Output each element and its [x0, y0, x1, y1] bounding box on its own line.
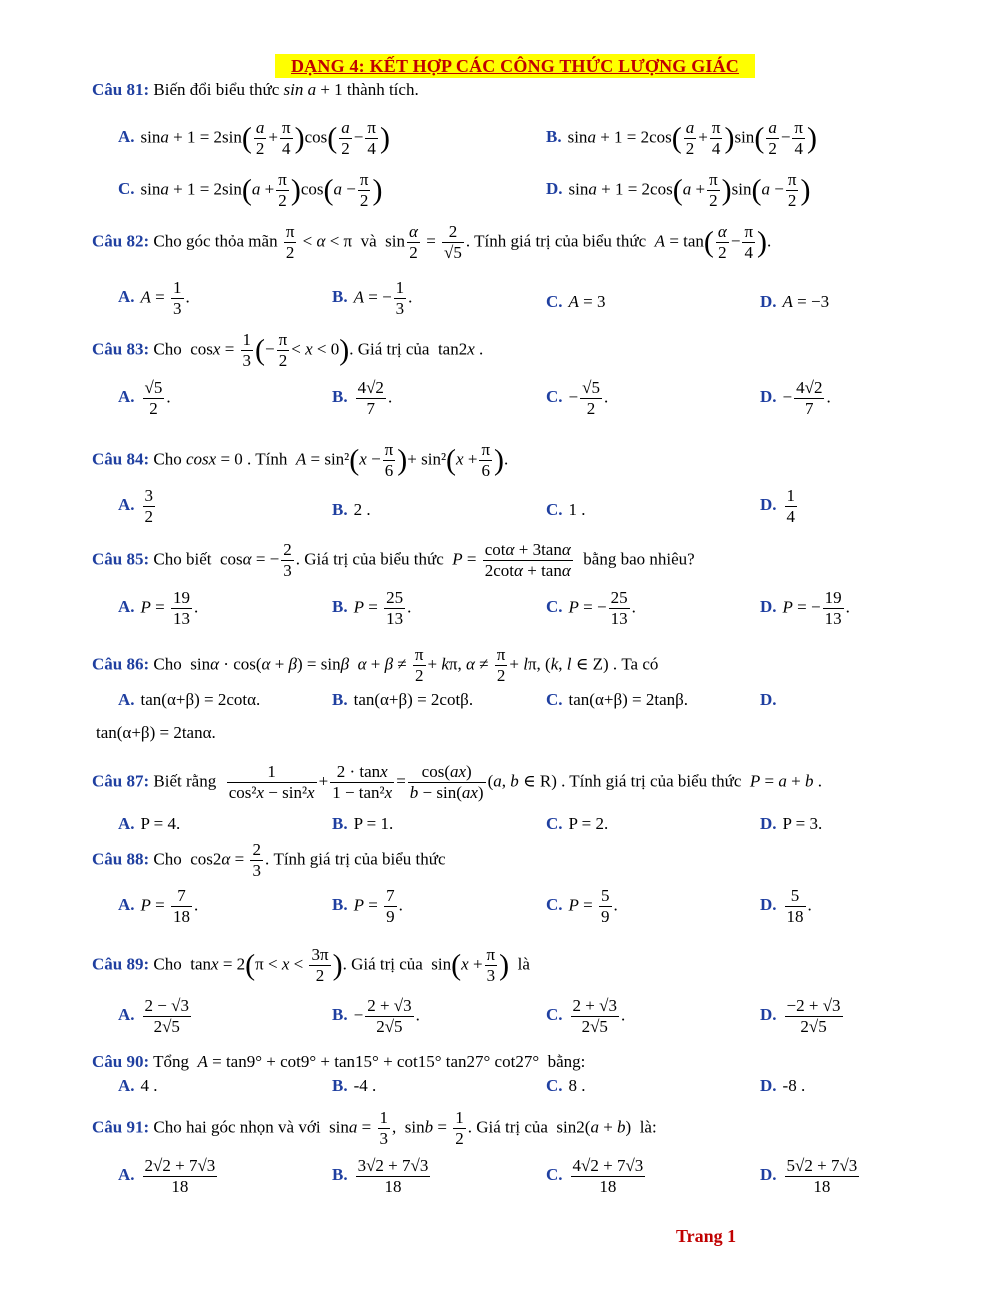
option-91-c[interactable]: C. $\frac{4√2 + 7√3}{18}$	[546, 1156, 644, 1196]
option-90-c[interactable]: C. 8 .	[546, 1076, 586, 1095]
option-84-a[interactable]: A. $\frac{3}{2}$	[118, 486, 154, 526]
option-86-d-letter[interactable]: D.	[760, 690, 777, 709]
question-87: Câu 87: Biết rằng $\frac{1}{\text{cos²x − sin²x}}$ + $\frac{2 \cdot \tan x}{\text{1 − tan²x}}$ = $\frac{\cos(ax)}{b - \sin(ax)}$ (a, b ∈ R) . Tính giá trị của biểu thức P = a + b .	[92, 762, 822, 802]
option-87-a[interactable]: A. P = 4.	[118, 814, 181, 833]
option-81-a[interactable]: A. sina + 1 = 2sin( $\frac{a}{2}$ + $\frac{\pi}{4}$ )cos( $\frac{a}{2}$ − $\frac{\pi}{4}$ )	[118, 118, 390, 158]
option-89-b[interactable]: B. − $\frac{2 + √3}{2√5}$ .	[332, 996, 420, 1036]
question-84: Câu 84: Cho cosx = 0 . Tính A = sin²(x − $\frac{\pi}{6}$ )+ sin²(x + $\frac{\pi}{6}$ ).	[92, 440, 509, 480]
option-86-b[interactable]: B. tan(α+β) = 2cotβ.	[332, 690, 474, 709]
option-83-b[interactable]: B. $\frac{4√2}{7}$ .	[332, 378, 393, 418]
option-84-b[interactable]: B. 2 .	[332, 500, 371, 519]
option-91-b[interactable]: B. $\frac{3√2 + 7√3}{18}$	[332, 1156, 429, 1196]
option-88-d[interactable]: D. $\frac{5}{18}$ .	[760, 886, 812, 926]
option-89-d[interactable]: D. $\frac{-2 + √3}{2√5}$	[760, 996, 841, 1036]
option-81-c[interactable]: C. sina + 1 = 2sin(a + $\frac{\pi}{2}$ )cos(a − $\frac{\pi}{2}$ )	[118, 170, 383, 210]
page-footer: Trang 1	[676, 1226, 737, 1246]
option-87-d[interactable]: D. P = 3.	[760, 814, 823, 833]
question-text: Biến đổi biểu thức sin a + 1 thành tích.	[153, 80, 419, 99]
option-84-c[interactable]: C. 1 .	[546, 500, 586, 519]
option-81-b[interactable]: B. sina + 1 = 2cos( $\frac{a}{2}$ + $\frac{\pi}{4}$ )sin( $\frac{a}{2}$ − $\frac{\pi}{4}$ )	[546, 118, 817, 158]
option-85-a[interactable]: A. P = $\frac{19}{13}$ .	[118, 588, 199, 628]
option-82-d[interactable]: D. A = −3	[760, 292, 830, 311]
option-90-d[interactable]: D. -8 .	[760, 1076, 806, 1095]
option-85-d[interactable]: D. P = − $\frac{19}{13}$ .	[760, 588, 850, 628]
question-89: Câu 89: Cho tanx = 2(π < x < $\frac{3\pi}{2}$ ). Giá trị của sin(x + $\frac{\pi}{3}$ ) là	[92, 945, 530, 985]
option-90-b[interactable]: B. -4 .	[332, 1076, 377, 1095]
option-82-a[interactable]: A. A = $\frac{1}{3}$ .	[118, 278, 190, 318]
option-90-a[interactable]: A. 4 .	[118, 1076, 158, 1095]
option-83-d[interactable]: D. − $\frac{4√2}{7}$ .	[760, 378, 831, 418]
option-89-c[interactable]: C. $\frac{2 + √3}{2√5}$ .	[546, 996, 626, 1036]
question-90: Câu 90: Tổng A = tan9° + cot9° + tan15° + cot15° tan27° cot27° bằng:	[92, 1052, 586, 1071]
option-86-d[interactable]: tan(α+β) = 2tanα.	[96, 723, 216, 742]
option-82-c[interactable]: C. A = 3	[546, 292, 606, 311]
option-88-c[interactable]: C. P = $\frac{5}{9}$ .	[546, 886, 618, 926]
option-91-d[interactable]: D. $\frac{5√2 + 7√3}{18}$	[760, 1156, 858, 1196]
option-85-b[interactable]: B. P = $\frac{25}{13}$ .	[332, 588, 412, 628]
option-83-c[interactable]: C. − $\frac{√5}{2}$ .	[546, 378, 609, 418]
question-91: Câu 91: Cho hai góc nhọn và với sina = $\frac{1}{3}$ , sinb = $\frac{1}{2}$ . Giá trị của sin2(a + b) là:	[92, 1108, 657, 1148]
option-86-c[interactable]: C. tan(α+β) = 2tanβ.	[546, 690, 689, 709]
option-87-c[interactable]: C. P = 2.	[546, 814, 609, 833]
option-87-b[interactable]: B. P = 1.	[332, 814, 394, 833]
option-91-a[interactable]: A. $\frac{2√2 + 7√3}{18}$	[118, 1156, 216, 1196]
option-82-b[interactable]: B. A = − $\frac{1}{3}$ .	[332, 278, 413, 318]
option-89-a[interactable]: A. $\frac{2 - √3}{2√5}$	[118, 996, 189, 1036]
question-82: Câu 82: Cho góc thỏa mãn $\frac{\pi}{2}$ < α < π và sin $\frac{\alpha}{2}$ = $\frac{2}{√5}$ . Tính giá trị của biểu thức A = tan( $\frac{\alpha}{2}$ − $\frac{\pi}{4}$ ).	[92, 222, 772, 262]
question-label: Câu 81:	[92, 80, 150, 99]
option-84-d[interactable]: D. $\frac{1}{4}$	[760, 486, 796, 526]
question-88: Câu 88: Cho cos2α = $\frac{2}{3}$ . Tính giá trị của biểu thức	[92, 840, 446, 880]
option-88-b[interactable]: B. P = $\frac{7}{9}$ .	[332, 886, 403, 926]
option-83-a[interactable]: A. $\frac{√5}{2}$ .	[118, 378, 171, 418]
question-83: Câu 83: Cho cosx = $\frac{1}{3}$ (− $\frac{\pi}{2}$ < x < 0). Giá trị của tan2x .	[92, 330, 484, 370]
option-86-a[interactable]: A. tan(α+β) = 2cotα.	[118, 690, 261, 709]
option-88-a[interactable]: A. P = $\frac{7}{18}$ .	[118, 886, 199, 926]
question-81	[92, 78, 952, 102]
section-title: DẠNG 4: KẾT HỢP CÁC CÔNG THỨC LƯỢNG GIÁC	[275, 54, 755, 78]
question-86: Câu 86: Cho sinα · cos(α + β) = sinβ α + β ≠ $\frac{\pi}{2}$ + kπ, α ≠ $\frac{\pi}{2}$ + lπ, (k, l ∈ Z) . Ta có	[92, 645, 659, 685]
option-85-c[interactable]: C. P = − $\frac{25}{13}$ .	[546, 588, 636, 628]
option-81-d[interactable]: D. sina + 1 = 2cos(a + $\frac{\pi}{2}$ )sin(a − $\frac{\pi}{2}$ )	[546, 170, 811, 210]
question-85: Câu 85: Cho biết cosα = − $\frac{2}{3}$ . Giá trị của biểu thức P = $\frac{\cot\alpha + 3\tan\alpha}{2\cot\alpha + \tan\alpha}$ bằng bao nhiêu?	[92, 540, 695, 580]
